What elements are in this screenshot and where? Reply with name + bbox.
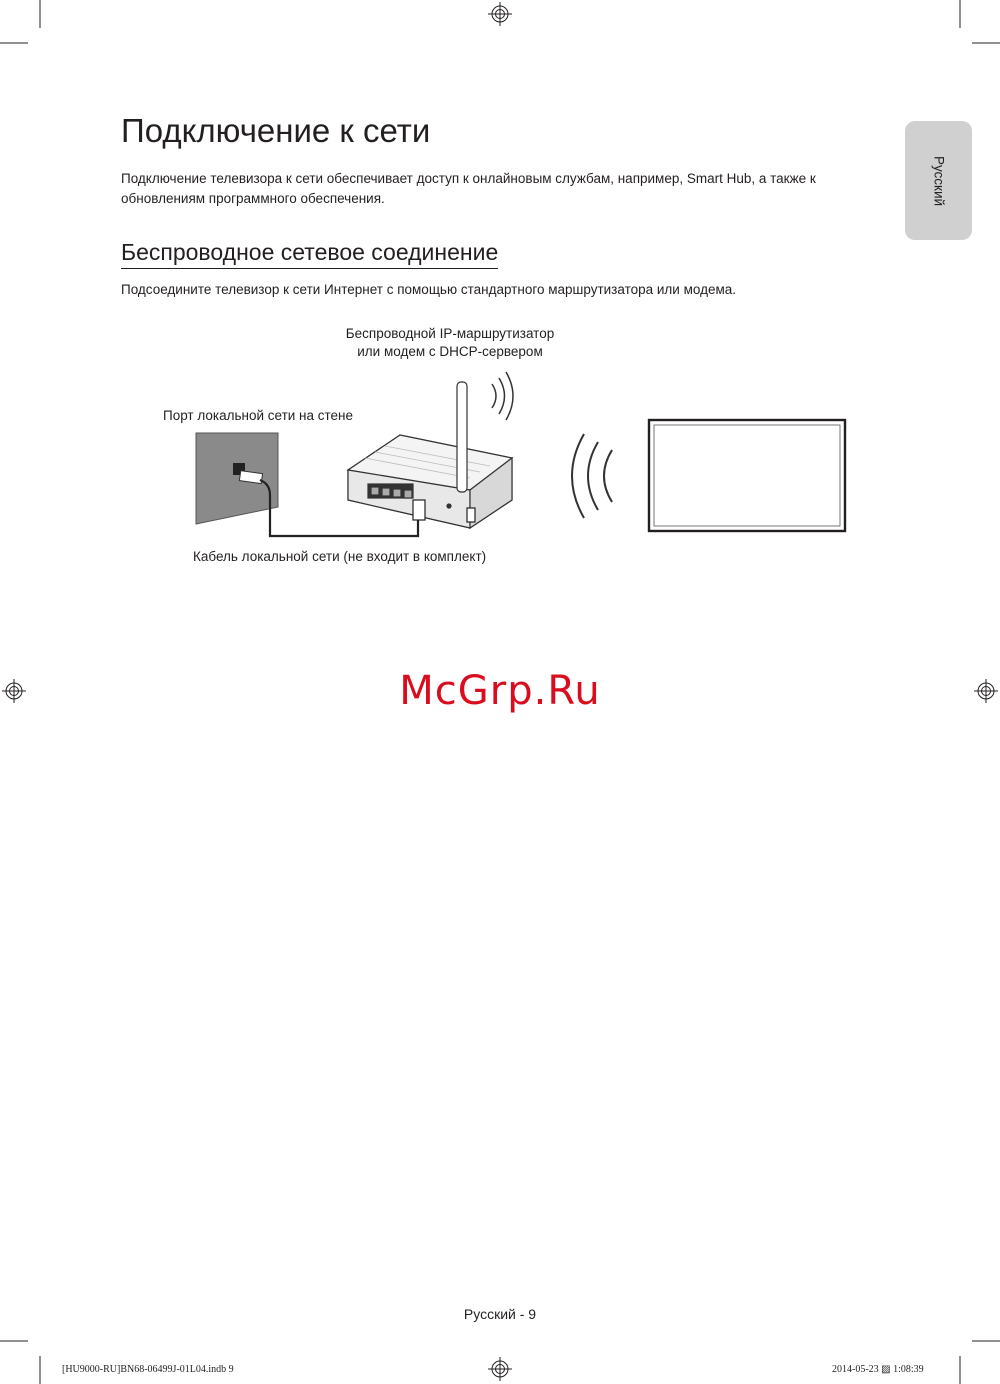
watermark: McGrp.Ru (399, 668, 601, 714)
print-file-info: [HU9000-RU]BN68-06499J-01L04.indb 9 (62, 1364, 234, 1375)
wifi-waves-icon (572, 434, 612, 518)
tv-icon (649, 420, 845, 531)
router-label-line1: Беспроводной IP-маршрутизатор (345, 326, 555, 341)
language-tab-label: Русский (931, 155, 946, 206)
wifi-waves-icon (492, 372, 513, 420)
registration-mark-icon (488, 1357, 512, 1381)
wall-port-label: Порт локальной сети на стене (163, 408, 354, 423)
section-subtitle: Беспроводное сетевое соединение (121, 239, 498, 269)
router-label (330, 325, 570, 361)
cable-label: Кабель локальной сети (не входит в комплект) (193, 549, 487, 564)
network-diagram (0, 0, 1000, 600)
page-number: Русский - 9 (463, 1306, 537, 1322)
wall-port-icon (196, 433, 278, 524)
print-date-info: 2014-05-23 ▨ 1:08:39 (832, 1364, 924, 1375)
router-label-line2: или модем с DHCP-сервером (357, 344, 543, 359)
lead-paragraph: Подсоедините телевизор к сети Интернет с помощью стандартного маршрутизатора или модема. (121, 282, 737, 297)
intro-paragraph: Подключение телевизора к сети обеспечивает доступ к онлайновым службам, например, Smart Hub, а также к обновлениям программного обеспечения. (121, 171, 816, 206)
page-title: Подключение к сети (121, 112, 431, 149)
router-icon (348, 382, 512, 528)
